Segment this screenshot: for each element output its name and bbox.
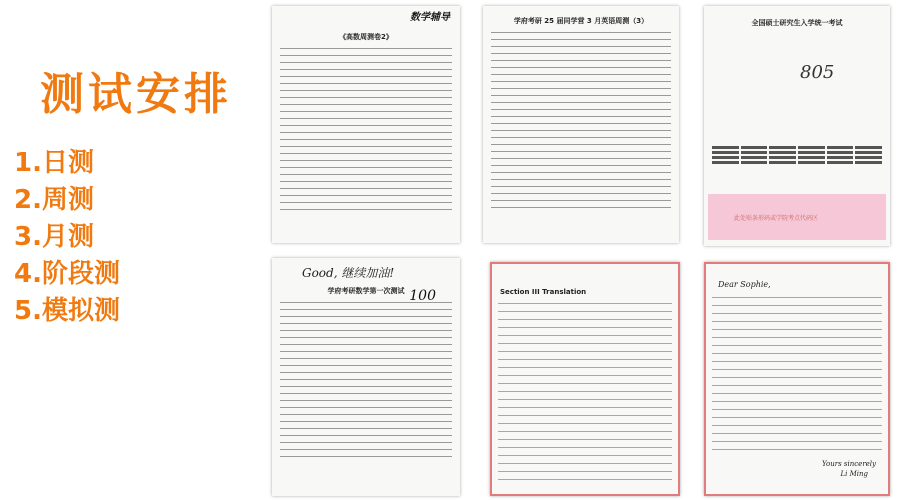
math-quiz-paper [272,6,460,243]
letter-name: Li Ming [840,470,868,478]
paper-title: 全国硕士研究生入学统一考试 [751,19,843,27]
barcode-area-label: 此处贴条形码或学院考点代码区 [734,215,819,222]
letter-greeting: Dear Sophie, [718,280,771,289]
score-mark: 805 [800,62,835,83]
bubble-grid [712,146,882,164]
answer-sheet-paper [704,6,890,246]
teacher-comment: Good, 继续加油! [302,266,395,280]
schedule-item: 4.阶段测 [14,259,120,289]
schedule-item: 5.模拟测 [14,296,120,326]
math-test-paper [272,258,460,496]
paper-signature: 数学辅导 [410,12,450,23]
paper-title: 学府考研数学第一次测试 [327,287,405,295]
letter-closing: Yours sincerely [822,460,876,468]
schedule-list [14,145,120,330]
score-mark: 100 [409,288,436,304]
schedule-item: 1.日测 [14,148,94,178]
translation-paper [490,262,680,496]
section-title: Section III Translation [500,288,587,296]
paper-title: 学府考研 25 届同学营 3 月英语周测（3） [513,17,649,25]
schedule-item: 3.月测 [14,222,94,252]
schedule-item: 2.周测 [14,185,94,215]
paper-title: 《高数周测卷2》 [339,33,393,41]
essay-paper [704,262,890,496]
english-quiz-paper [483,6,679,243]
page-heading: 测试安排 [40,69,232,120]
